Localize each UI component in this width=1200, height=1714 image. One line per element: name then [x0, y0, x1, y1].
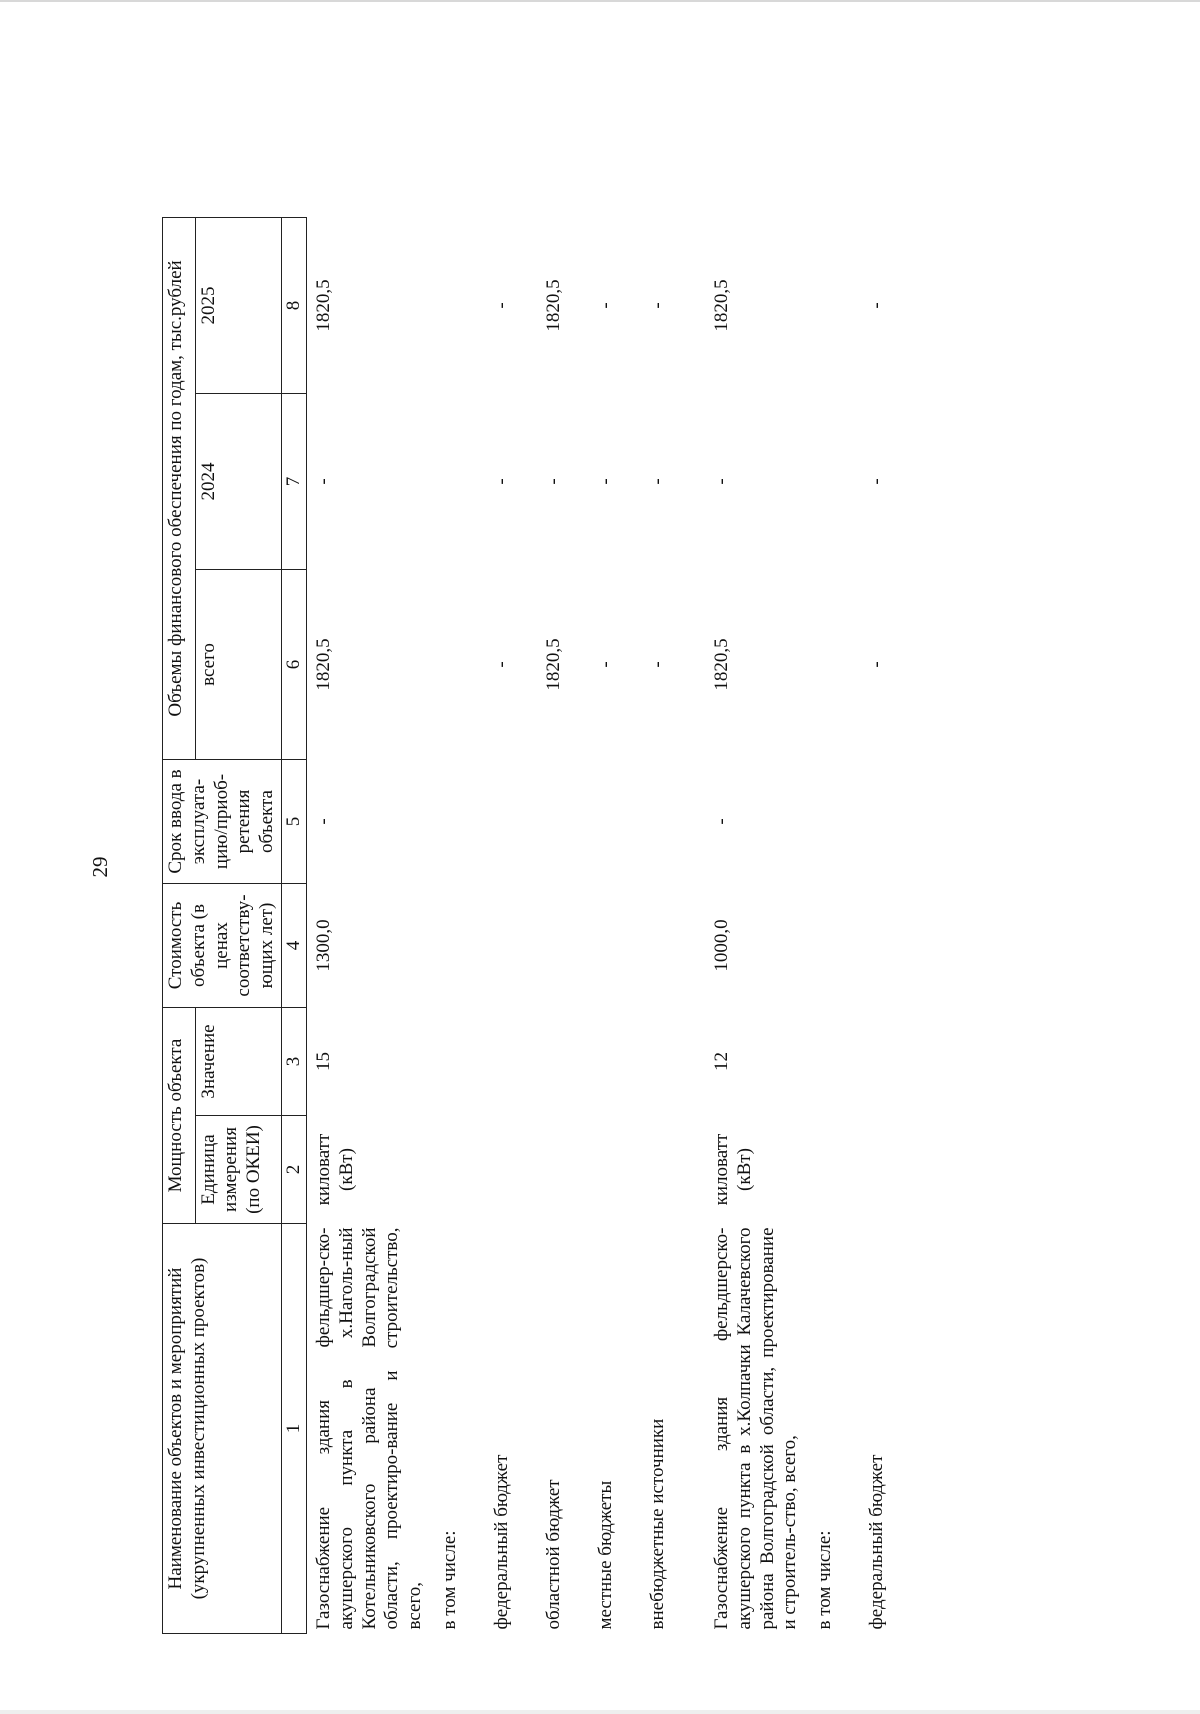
- budget-label: областной бюджет: [542, 1479, 564, 1630]
- budget-row: [485, 217, 537, 1633]
- financing-table: [162, 217, 912, 1634]
- funding-2025: -: [646, 302, 668, 309]
- capacity-value: 15: [312, 1052, 334, 1071]
- funding-2024: -: [866, 478, 888, 485]
- column-number: 6: [281, 570, 306, 760]
- header-term: Срок ввода в эксплуата-цию/приоб-ретения объекта: [163, 760, 282, 884]
- object-row: [306, 217, 432, 1633]
- header-unit: Единица измерения (по ОКЕИ): [195, 1116, 281, 1224]
- column-number: 7: [281, 394, 306, 570]
- funding-total: 1820,5: [710, 638, 732, 691]
- page-number: 29: [88, 856, 112, 878]
- header-total: всего: [195, 570, 281, 760]
- in-that-number-row: [808, 217, 860, 1633]
- funding-2024: -: [312, 478, 334, 485]
- funding-2025: -: [866, 302, 888, 309]
- funding-total: -: [866, 661, 888, 668]
- header-cost: Стоимость объекта (в ценах соответству-ющих лет): [163, 884, 282, 1008]
- funding-2025: 1820,5: [312, 279, 334, 332]
- funding-2024: -: [594, 478, 616, 485]
- budget-label: федеральный бюджет: [490, 1454, 512, 1630]
- header-funding: Объемы финансового обеспечения по годам, тыс.рублей: [163, 217, 196, 759]
- funding-2024: -: [710, 478, 732, 485]
- budget-row: [589, 217, 641, 1633]
- object-name: Газоснабжение здания фельдшер-ско-акушерского пункта в х.Наголь-ный Котельниковского района Волгоградской области, проектиро-вание и строительство, всего,: [312, 1227, 426, 1630]
- funding-2025: -: [490, 302, 512, 309]
- object-name: Газоснабжение здания фельдшерско-акушерского пункта в х.Колпачки Калачевского района Волгоградской области, проектирование и строитель-ство, всего,: [710, 1227, 801, 1630]
- header-year-2024: 2024: [195, 394, 281, 570]
- column-number: 3: [281, 1008, 306, 1116]
- header-value: Значение: [195, 1008, 281, 1116]
- in-that-number-label: в том числе:: [438, 1530, 460, 1630]
- column-number: 8: [281, 217, 306, 393]
- object-cost: 1300,0: [312, 919, 334, 972]
- capacity-unit: киловатт (кВт): [710, 1133, 755, 1206]
- in-that-number-label: в том числе:: [814, 1530, 836, 1630]
- column-number: 2: [281, 1116, 306, 1224]
- funding-total: 1820,5: [542, 638, 564, 691]
- commissioning-term: -: [710, 818, 732, 825]
- budget-row: [860, 217, 912, 1633]
- funding-2025: 1820,5: [542, 279, 564, 332]
- funding-total: 1820,5: [312, 638, 334, 691]
- budget-row: [641, 217, 693, 1633]
- funding-2024: -: [542, 478, 564, 485]
- budget-label: местные бюджеты: [594, 1480, 616, 1630]
- object-cost: 1000,0: [710, 919, 732, 972]
- column-number: 1: [281, 1224, 306, 1634]
- funding-total: -: [594, 661, 616, 668]
- funding-2025: -: [594, 302, 616, 309]
- header-capacity: Мощность объекта: [163, 1008, 196, 1224]
- header-name: Наименование объектов и мероприятий (укрупненных инвестиционных проектов): [163, 1224, 282, 1634]
- budget-label: внебюджетные источники: [646, 1418, 668, 1630]
- capacity-unit: киловатт (кВт): [312, 1133, 357, 1206]
- object-row: [705, 217, 808, 1633]
- funding-total: -: [490, 661, 512, 668]
- budget-label: федеральный бюджет: [866, 1454, 888, 1630]
- in-that-number-row: [433, 217, 485, 1633]
- budget-row: [537, 217, 589, 1633]
- capacity-value: 12: [710, 1052, 732, 1071]
- funding-total: -: [646, 661, 668, 668]
- funding-2024: -: [646, 478, 668, 485]
- header-year-2025: 2025: [195, 217, 281, 393]
- funding-2024: -: [490, 478, 512, 485]
- commissioning-term: -: [312, 818, 334, 825]
- funding-2025: 1820,5: [710, 279, 732, 332]
- column-number: 4: [281, 884, 306, 1008]
- column-number: 5: [281, 760, 306, 884]
